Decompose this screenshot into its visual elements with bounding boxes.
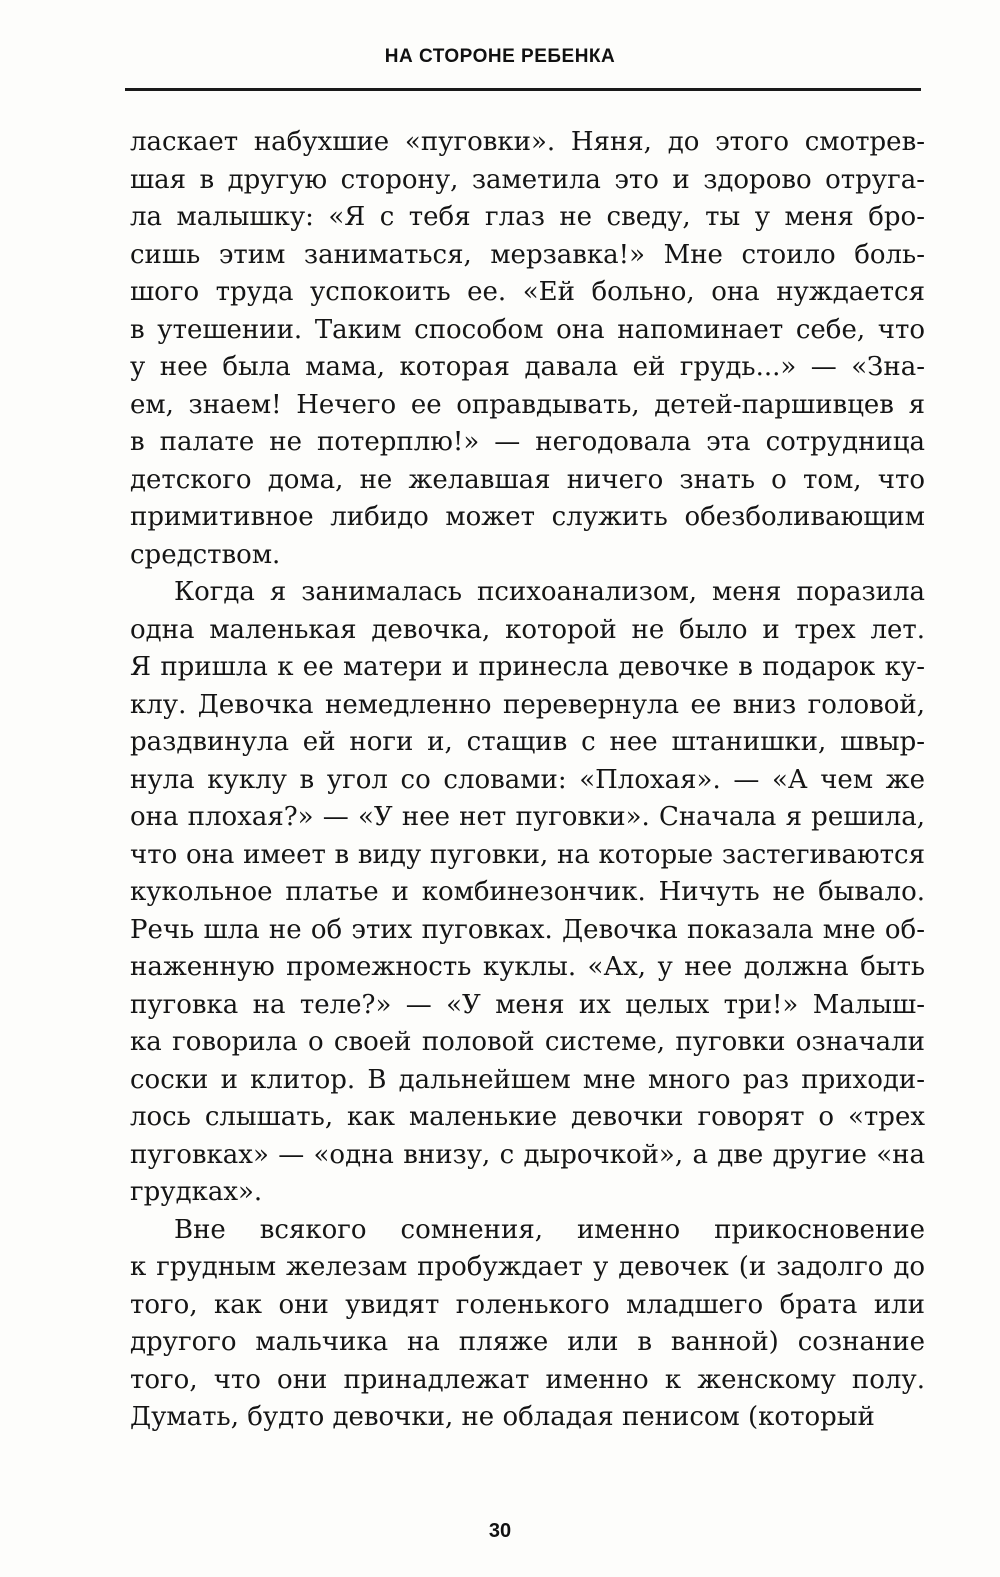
text-line: к грудным железам пробуждает у девочек (и задолго до <box>130 1252 925 1282</box>
header-rule <box>125 88 921 91</box>
text-line: пуговка на теле?» — «У меня их целых три!» Малыш- <box>130 989 925 1020</box>
text-line: Думать, будто девочки, не обладая пенисом (который <box>130 1402 875 1432</box>
text-line: грудках». <box>130 1177 263 1207</box>
text-line: Речь шла не об этих пуговках. Девочка показала мне об- <box>130 914 925 945</box>
text-line: нула куклу в угол со словами: «Плохая». — «А чем же <box>130 764 925 795</box>
running-title: НА СТОРОНЕ РЕБЕНКА <box>384 46 616 67</box>
text-line: она плохая?» — «У нее нет пуговки». Сначала я решила, <box>130 802 925 832</box>
text-line: в утешении. Таким способом она напоминает себе, что <box>130 314 925 345</box>
text-line: ла малышку: «Я с тебя глаз не сведу, ты у меня бро- <box>130 202 925 232</box>
text-line: того, как они увидят голенького младшего брата или <box>130 1289 925 1320</box>
text-line: клу. Девочка немедленно перевернула ее вниз головой, <box>130 689 925 720</box>
text-line: шого труда успокоить ее. «Ей больно, она нуждается <box>130 277 925 307</box>
text-line: ем, знаем! Нечего ее оправдывать, детей-паршивцев я <box>130 389 925 420</box>
text-line: Когда я занималась психоанализом, меня поразила <box>174 577 925 607</box>
paragraph <box>130 124 925 574</box>
text-line: в палате не потерплю!» — негодовала эта сотрудница <box>130 427 925 457</box>
text-line: раздвинула ей ноги и, стащив с нее штанишки, швыр- <box>130 727 925 757</box>
paragraph <box>130 1212 925 1437</box>
text-line: пуговках» — «одна внизу, с дырочкой», а две другие «на <box>130 1139 925 1170</box>
text-line: ласкает набухшие «пуговки». Няня, до этого смотрев- <box>130 127 925 157</box>
text-line: одна маленькая девочка, которой не было и трех лет. <box>130 614 925 645</box>
text-line: у нее была мама, которая давала ей грудь...» — «Зна- <box>130 352 925 382</box>
text-line: средством. <box>130 539 281 570</box>
text-line: соски и клитор. В дальнейшем мне много раз приходи- <box>130 1064 925 1095</box>
text-line: детского дома, не желавшая ничего знать о том, что <box>130 464 925 495</box>
text-line: Я пришла к ее матери и принесла девочке в подарок ку- <box>130 652 925 682</box>
text-line: шая в другую сторону, заметила это и здорово отруга- <box>130 164 925 195</box>
text-line: ка говорила о своей половой системе, пуговки означали <box>130 1027 925 1057</box>
text-line: Вне всякого сомнения, именно прикосновение <box>174 1214 925 1245</box>
text-line: сишь этим заниматься, мерзавка!» Мне стоило боль- <box>130 239 925 270</box>
text-line: лось слышать, как маленькие девочки говорят о «трех <box>130 1102 925 1132</box>
text-line: кукольное платье и комбинезончик. Ничуть не бывало. <box>130 877 925 907</box>
page-number: 30 <box>488 1520 512 1542</box>
paragraph <box>130 574 925 1212</box>
text-line: другого мальчика на пляже или в ванной) сознание <box>130 1327 925 1357</box>
text-line: того, что они принадлежат именно к женскому полу. <box>130 1364 925 1395</box>
text-line: примитивное либидо может служить обезболивающим <box>130 502 925 532</box>
text-line: наженную промежность куклы. «Ах, у нее должна быть <box>130 952 925 982</box>
body-text <box>130 124 925 1437</box>
text-line: что она имеет в виду пуговки, на которые застегиваются <box>130 839 925 870</box>
